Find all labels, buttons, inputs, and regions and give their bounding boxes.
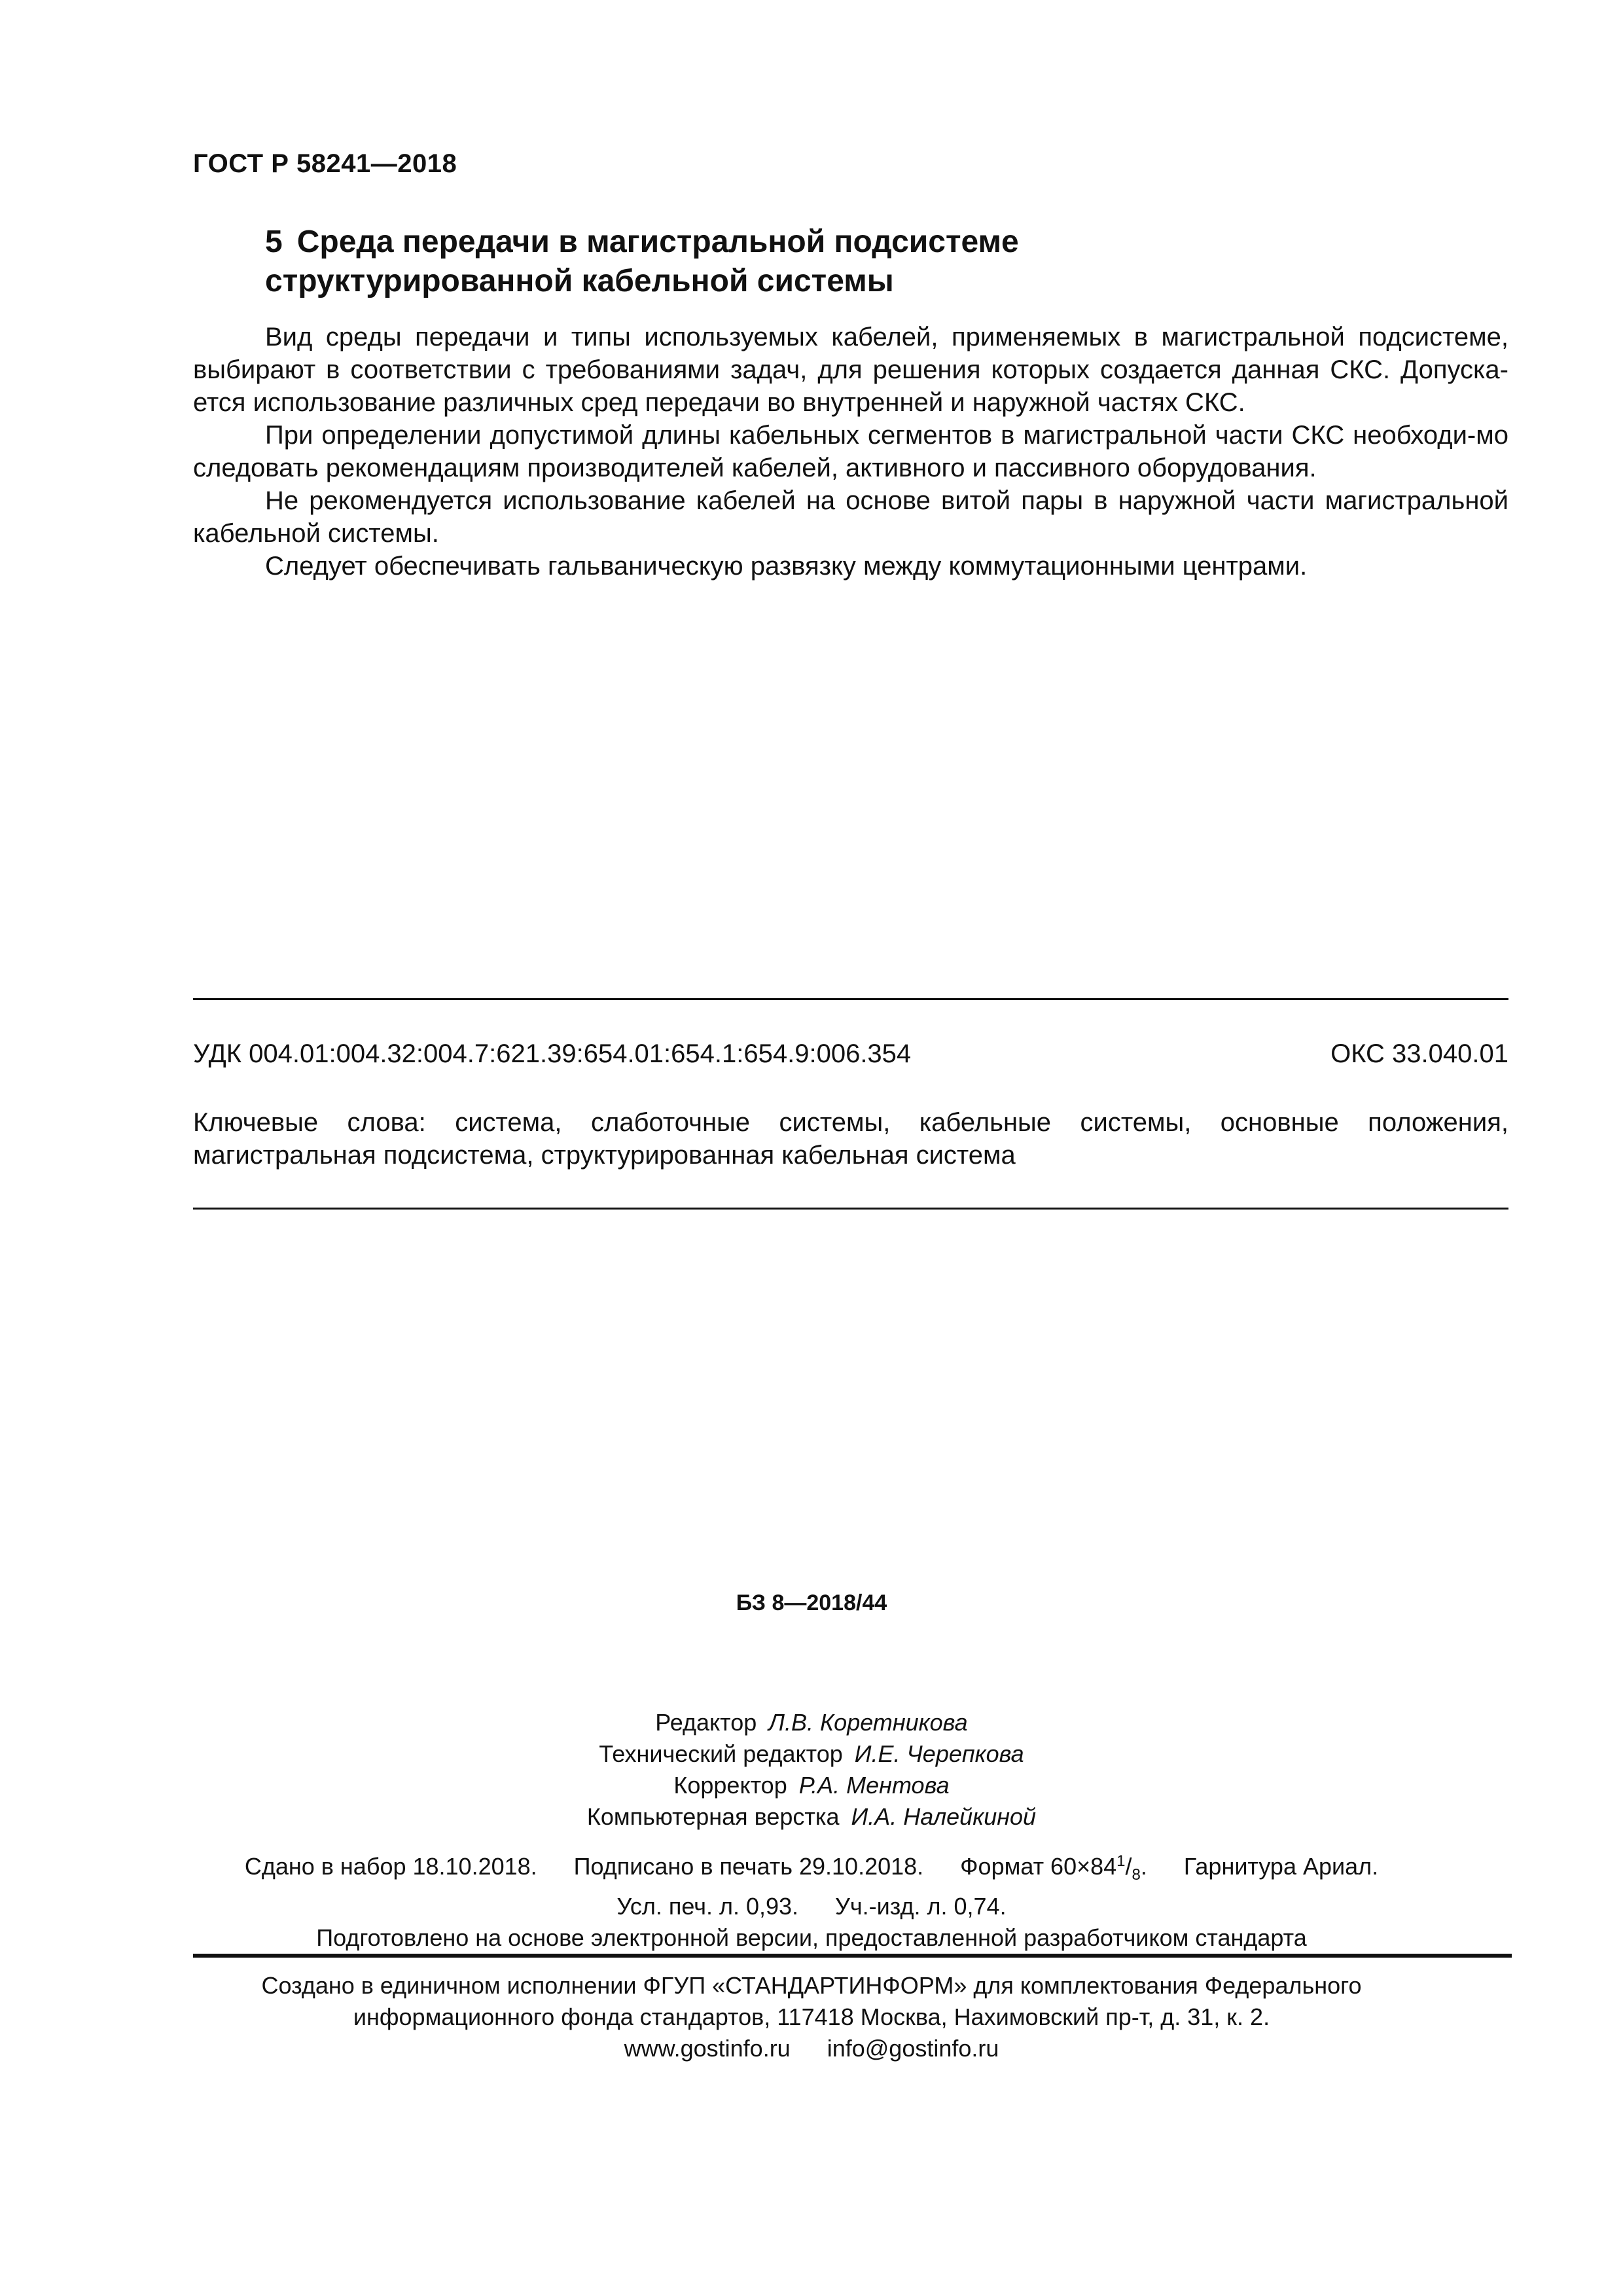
format-sup: 1	[1116, 1852, 1126, 1870]
section-title-line2: структурированной кабельной системы	[265, 264, 894, 298]
footer-contacts	[0, 2033, 1623, 2064]
classification-row	[193, 1037, 1508, 1070]
imprint-block	[0, 1846, 1623, 1954]
document-code-header: ГОСТ Р 58241—2018	[193, 149, 457, 178]
imprint-prepared: Подготовлено на основе электронной версии, предоставленной разработчиком стандарта	[316, 1924, 1307, 1952]
paragraph: Следует обеспечивать гальваническую развязку между коммутационными центрами.	[265, 552, 1308, 581]
imprint-pub-sheets: Уч.-изд. л. 0,74.	[835, 1893, 1007, 1920]
imprint-row-3	[0, 1922, 1623, 1954]
imprint-row-1	[0, 1846, 1623, 1891]
website-link[interactable]: www.gostinfo.ru	[624, 2035, 791, 2062]
credit-person: И.А. Налейкиной	[851, 1803, 1037, 1830]
paragraph: Вид среды передачи и типы используемых кабелей, применяемых в магистральной подсистеме, выбирают в соответствии с требованиями задач, для решения которых создается данная СКС. Допуска-ется использование различных сред передачи во внутренней и наружной частях СКС.	[193, 323, 1508, 417]
credit-role: Компьютерная верстка	[586, 1803, 840, 1830]
credit-row	[0, 1770, 1623, 1801]
credits-block	[0, 1707, 1623, 1833]
footer-block	[0, 1970, 1623, 2064]
section-title	[265, 223, 1508, 301]
section-number: 5	[265, 224, 283, 259]
footer-line2: информационного фонда стандартов, 117418 Москва, Нахимовский пр-т, д. 31, к. 2.	[353, 2003, 1270, 2030]
keywords-line1: Ключевые слова: система, слаботочные системы, кабельные системы, основные положения,	[193, 1108, 1508, 1137]
imprint-format	[960, 1852, 1147, 1884]
oks-code: ОКС 33.040.01	[1330, 1039, 1508, 1068]
imprint-row-2	[0, 1891, 1623, 1922]
udk-code: УДК 004.01:004.32:004.7:621.39:654.01:654.1:654.9:006.354	[193, 1039, 912, 1068]
section-title-line1: Среда передачи в магистральной подсистеме	[296, 224, 1019, 259]
bz-number: БЗ 8—2018/44	[736, 1590, 887, 1615]
credit-row	[0, 1738, 1623, 1770]
credit-person: Р.А. Ментова	[798, 1772, 950, 1799]
section-body	[193, 321, 1508, 583]
credit-role: Технический редактор	[599, 1740, 843, 1767]
credit-row	[0, 1707, 1623, 1738]
paragraph: Не рекомендуется использование кабелей на основе витой пары в наружной части магистральной кабельной системы.	[193, 486, 1508, 548]
footer-divider	[193, 1954, 1512, 1958]
email-link[interactable]: info@gostinfo.ru	[827, 2035, 999, 2062]
format-suffix: .	[1140, 1853, 1147, 1880]
format-sub: 8	[1132, 1866, 1141, 1884]
imprint-print-sheets: Усл. печ. л. 0,93.	[616, 1893, 799, 1920]
imprint-typeface: Гарнитура Ариал.	[1183, 1853, 1379, 1880]
divider-top	[193, 998, 1508, 1000]
credit-row	[0, 1801, 1623, 1833]
credit-role: Редактор	[655, 1709, 757, 1736]
format-slash: /	[1125, 1853, 1132, 1880]
credit-person: И.Е. Черепкова	[854, 1740, 1024, 1767]
imprint-signed: Подписано в печать 29.10.2018.	[573, 1853, 924, 1880]
imprint-submitted: Сдано в набор 18.10.2018.	[244, 1853, 537, 1880]
credit-role: Корректор	[673, 1772, 787, 1799]
credit-person: Л.В. Коретникова	[768, 1709, 968, 1736]
keywords-block	[193, 1106, 1508, 1172]
paragraph: При определении допустимой длины кабельных сегментов в магистральной части СКС необходи-мо следовать рекомендациям производителей кабелей, активного и пассивного оборудования.	[193, 421, 1508, 482]
keywords-line2: магистральная подсистема, структурированная кабельная система	[193, 1141, 1016, 1170]
divider-bottom	[193, 1208, 1508, 1210]
footer-line1: Создано в единичном исполнении ФГУП «СТАНДАРТИНФОРМ» для комплектования Федерального	[261, 1972, 1362, 1999]
format-prefix: Формат 60×84	[960, 1853, 1117, 1880]
